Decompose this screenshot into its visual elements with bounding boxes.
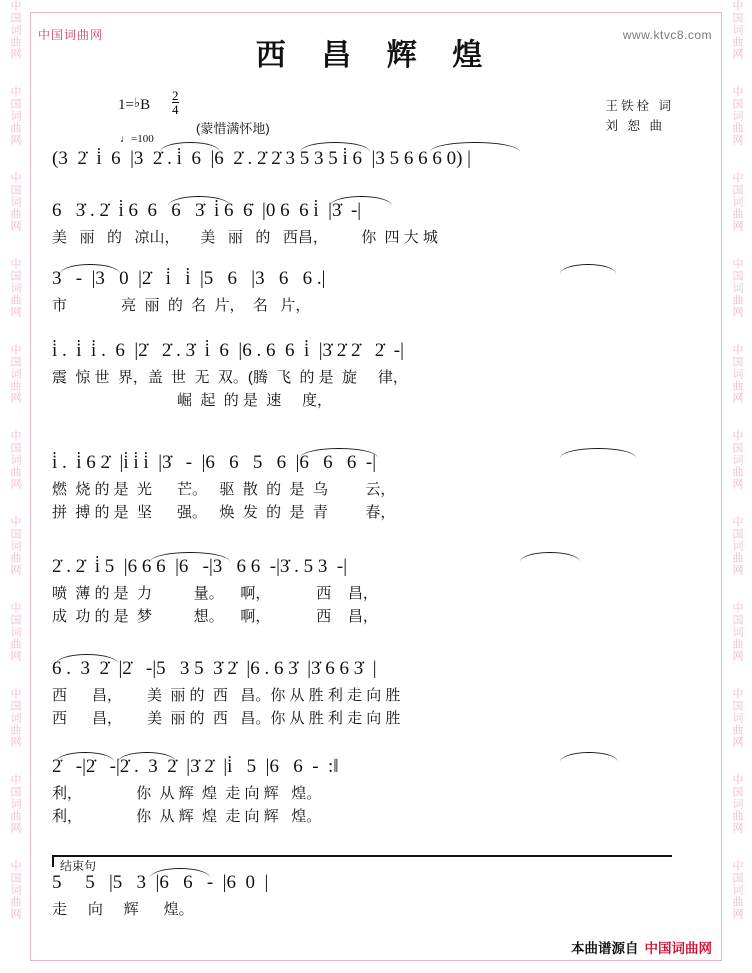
watermark-column-left <box>2 0 28 973</box>
notation-line: 2̇ -|2̇ -|2̇ . 3 2̇ |3̇ 2̇ |i̇ 5 |6 6 - :‖ <box>52 756 339 777</box>
notation-line: 2̇ . 2̇ i̇ 5 |6 6 6 |6 -|3 6 6 -|3̇ . 5 3 -| <box>52 556 348 577</box>
lyricist-credit: 王铁栓 词 <box>605 99 674 113</box>
lyric-line: 西 昌， 美 丽 的 西 昌。你 从 胜 利 走 向 胜 <box>52 687 401 704</box>
notation-line: 3 - |3 0 |2̇ i̇ i̇ |5 6 |3 6 6 .| <box>52 268 326 289</box>
expression-marking: (蒙惜满怀地) <box>196 121 270 136</box>
footer-source-site[interactable]: 中国词曲网 <box>644 941 712 956</box>
lyric-line: 西 昌， 美 丽 的 西 昌。你 从 胜 利 走 向 胜 <box>52 710 401 727</box>
coda-bracket-tick <box>52 855 54 867</box>
key-flat: ♭ <box>133 95 141 110</box>
credits <box>606 96 674 136</box>
lyric-line: 震 惊 世 界，盖 世 无 双。(腾 飞 的 是 旋 律， <box>52 369 408 386</box>
notation-line: 6 . 3 2̇ |2̇ -|5 3 5 3̇ 2̇ |6 . 6 3̇ |3̇ 6 6 3̇ | <box>52 658 377 679</box>
lyric-line: 拼 搏 的 是 坚 强。 焕 发 的 是 青 春， <box>52 504 396 521</box>
time-signature <box>172 90 179 116</box>
watermark-text: 中国词曲网 <box>9 344 21 404</box>
watermark-text: 中国词曲网 <box>9 0 21 60</box>
lyric-line: 走 向 辉 煌。 <box>52 901 194 918</box>
lyric-line: 喷 薄 的 是 力 量。 啊， 西 昌， <box>52 585 378 602</box>
meter-numerator: 2 <box>172 88 179 103</box>
composer-credit: 刘 恕 曲 <box>605 119 665 133</box>
notation-line: i̇ . i̇ 6 2̇ |i̇ i̇ i̇ |3̇ - |6 6 5 6 |6 6 6 -| <box>52 452 377 473</box>
watermark-text: 中国词曲网 <box>731 0 743 60</box>
lyric-line: 成 功 的 是 梦 想。 啊， 西 昌， <box>52 608 378 625</box>
lyric-line: 崛 起 的 是 速 度， <box>52 392 333 409</box>
lyric-line: 燃 烧 的 是 光 芒。 驱 散 的 是 乌 云， <box>52 481 396 498</box>
watermark-text: 中国词曲网 <box>9 258 21 318</box>
music-system-2 <box>52 200 702 248</box>
tempo-marking: ♩=100 <box>120 133 154 145</box>
watermark-text: 中国词曲网 <box>731 258 743 318</box>
watermark-text: 中国词曲网 <box>731 774 743 834</box>
music-system-3 <box>52 268 702 316</box>
music-system-5 <box>52 452 702 523</box>
lyric-line: 利， 你 从 辉 煌 走 向 辉 煌。 <box>52 808 322 825</box>
watermark-text: 中国词曲网 <box>731 430 743 490</box>
watermark-text: 中国词曲网 <box>731 516 743 576</box>
watermark-text: 中国词曲网 <box>731 344 743 404</box>
music-system-6 <box>52 556 702 627</box>
watermark-text: 中国词曲网 <box>731 172 743 232</box>
key-letter: B <box>140 97 151 113</box>
music-system-8 <box>52 756 702 827</box>
music-system-7 <box>52 658 702 729</box>
notation-line: 5 5 |5 3 |6 6 - |6 0 | <box>52 872 269 893</box>
watermark-text: 中国词曲网 <box>731 860 743 920</box>
watermark-text: 中国词曲网 <box>9 86 21 146</box>
music-system-4 <box>52 340 702 411</box>
watermark-text: 中国词曲网 <box>9 430 21 490</box>
watermark-text: 中国词曲网 <box>9 860 21 920</box>
watermark-text: 中国词曲网 <box>9 688 21 748</box>
notation-line: (3 2̇ i̇ 6 |3 2̇ . i̇ 6 |6 2̇ . 2̇ 2̇ 3 5 3 5 i̇ 6 |3 5 6 6 6 0) | <box>52 148 471 169</box>
watermark-text: 中国词曲网 <box>731 86 743 146</box>
page-title: 西 昌 辉 煌 <box>255 39 497 72</box>
watermark-text: 中国词曲网 <box>9 516 21 576</box>
meter-denominator: 4 <box>172 102 179 117</box>
music-system-9 <box>52 872 702 920</box>
notation-line: i̇ . i̇ i̇ . 6 |2̇ 2̇ . 3̇ i̇ 6 |6 . 6 6 i̇ |3̇ 2̇ 2̇ 2̇ -| <box>52 340 404 361</box>
coda-bracket <box>52 855 672 857</box>
footer-source-prefix: 本曲谱源自 <box>571 941 639 956</box>
watermark-text: 中国词曲网 <box>9 774 21 834</box>
watermark-text: 中国词曲网 <box>731 688 743 748</box>
lyric-line: 市 亮 丽 的 名 片， 名 片， <box>52 297 311 314</box>
watermark-column-right <box>724 0 750 973</box>
footer-source <box>571 937 712 957</box>
lyric-line: 美 丽 的 凉山， 美 丽 的 西昌， 你 四 大 城 <box>52 229 438 246</box>
watermark-text: 中国词曲网 <box>731 602 743 662</box>
notation-line: 6 3̇ . 2̇ i̇ 6 6 6 3̇ i̇ 6 6̇ |0 6 6 i̇ |3̇ -| <box>52 200 362 221</box>
music-system-1 <box>52 148 702 174</box>
lyric-line: 利， 你 从 辉 煌 走 向 辉 煌。 <box>52 785 322 802</box>
site-url: www.ktvc8.com <box>622 28 712 42</box>
site-tag: 中国词曲网 <box>38 28 104 42</box>
coda-label: 结束句 <box>60 859 97 873</box>
watermark-text: 中国词曲网 <box>9 172 21 232</box>
watermark-text: 中国词曲网 <box>9 602 21 662</box>
key-prefix: 1= <box>118 97 134 113</box>
key-signature <box>118 95 150 114</box>
